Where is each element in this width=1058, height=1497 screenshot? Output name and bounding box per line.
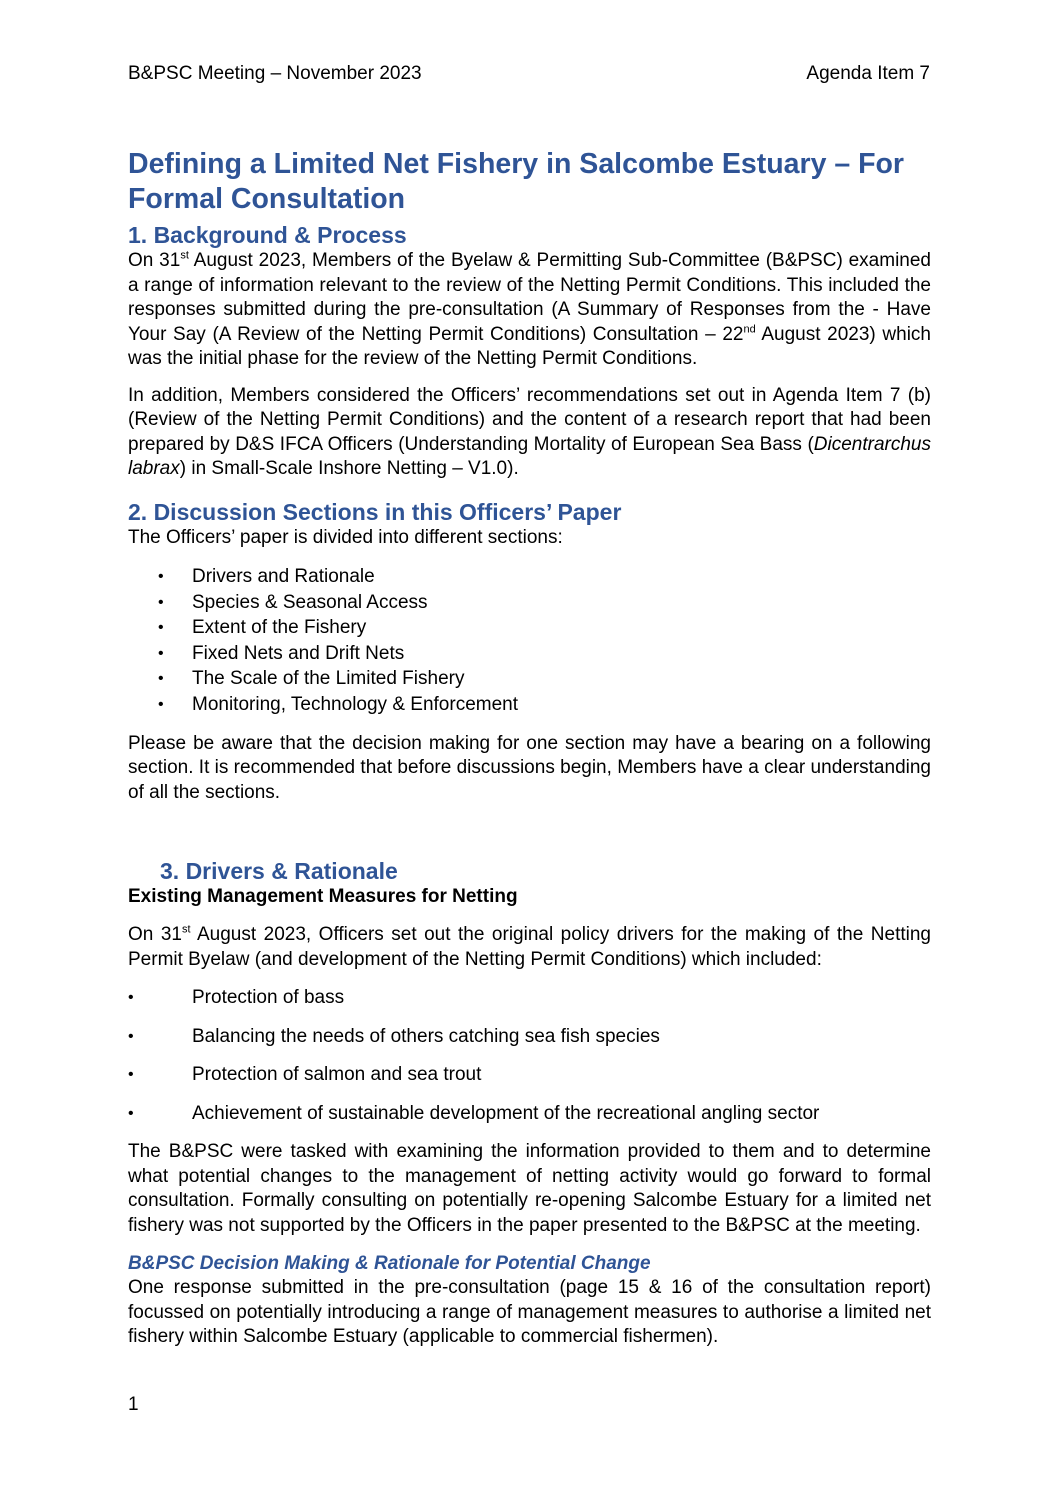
policy-drivers-list — [128, 986, 931, 1126]
section-3-paragraph-3: One response submitted in the pre-consultation (page 15 & 16 of the consultation report) focussed on potentially introducing a range of management measures to authorise a limited net fishery within Salcombe Estuary (applicable to commercial fishermen). — [128, 1277, 931, 1348]
header-meeting-title: B&PSC Meeting – November 2023 — [128, 63, 422, 84]
list-item: • Monitoring, Technology & Enforcement — [158, 693, 518, 715]
section-2-heading: 2. Discussion Sections in this Officers’ Paper — [128, 498, 622, 525]
section-3-subheading: Existing Management Measures for Netting — [128, 886, 518, 908]
header-agenda-item: Agenda Item 7 — [806, 63, 930, 84]
section-2-closing: Please be aware that the decision making for one section may have a bearing on a following section. It is recommended that before discussions begin, Members have a clear understanding of all the sections. — [128, 732, 931, 803]
list-item: • Protection of salmon and sea trout — [128, 1064, 482, 1086]
list-item: • Extent of the Fishery — [158, 617, 367, 639]
list-item: • The Scale of the Limited Fishery — [158, 668, 465, 690]
section-3-paragraph-1: On 31st August 2023, Officers set out the original policy drivers for the making of the Netting Permit Byelaw (and development of the Netting Permit Conditions) which included: — [128, 923, 932, 970]
section-3-paragraph-2: The B&PSC were tasked with examining the information provided to them and to determine what potential changes to the management of netting activity would go forward to formal consultation. Formally consulting on potentially re-opening Salcombe Estuary for a limited net fishery was not supported by the Officers in the paper presented to the B&PSC at the meeting. — [128, 1141, 931, 1236]
document-body — [128, 147, 931, 1350]
list-item: • Protection of bass — [128, 987, 345, 1009]
list-item: • Species & Seasonal Access — [158, 591, 428, 613]
page-number: 1 — [128, 1394, 139, 1415]
page-title — [128, 147, 931, 217]
title-line-1: Defining a Limited Net Fishery in Salcombe Estuary – For — [128, 148, 905, 180]
sections-list — [128, 564, 931, 718]
section-3-heading: 3. Drivers & Rationale — [160, 858, 398, 885]
section-3-subheading-2: B&PSC Decision Making & Rationale for Potential Change — [128, 1253, 651, 1275]
section-1-paragraph-2: In addition, Members considered the Officers’ recommendations set out in Agenda Item 7 (b) (Review of the Netting Permit Conditions) and the content of a research report that had been prepared by D&S IFCA Officers (Understanding Mortality of European Sea Bass (Dicentrarchus labrax) in Small-Scale Inshore Netting – V1.0). — [128, 384, 931, 479]
section-1-paragraph-1: On 31st August 2023, Members of the Byelaw & Permitting Sub-Committee (B&PSC) examined a range of information relevant to the review of the Netting Permit Conditions. This included the responses submitted during the pre-consultation (A Summary of Responses from the - Have Your Say (A Review of the Netting Permit Conditions) Consultation – 22nd August 2023) which was the initial phase for the review of the Netting Permit Conditions. — [128, 249, 931, 369]
list-item: • Balancing the needs of others catching sea fish species — [128, 1025, 660, 1047]
section-2-intro: The Officers’ paper is divided into different sections: — [128, 526, 563, 548]
section-1-heading: 1. Background & Process — [128, 222, 407, 248]
title-line-2: Formal Consultation — [128, 183, 406, 215]
list-item: • Achievement of sustainable development of the recreational angling sector — [128, 1102, 820, 1124]
list-item: • Fixed Nets and Drift Nets — [158, 642, 405, 664]
list-item: • Drivers and Rationale — [158, 566, 375, 587]
